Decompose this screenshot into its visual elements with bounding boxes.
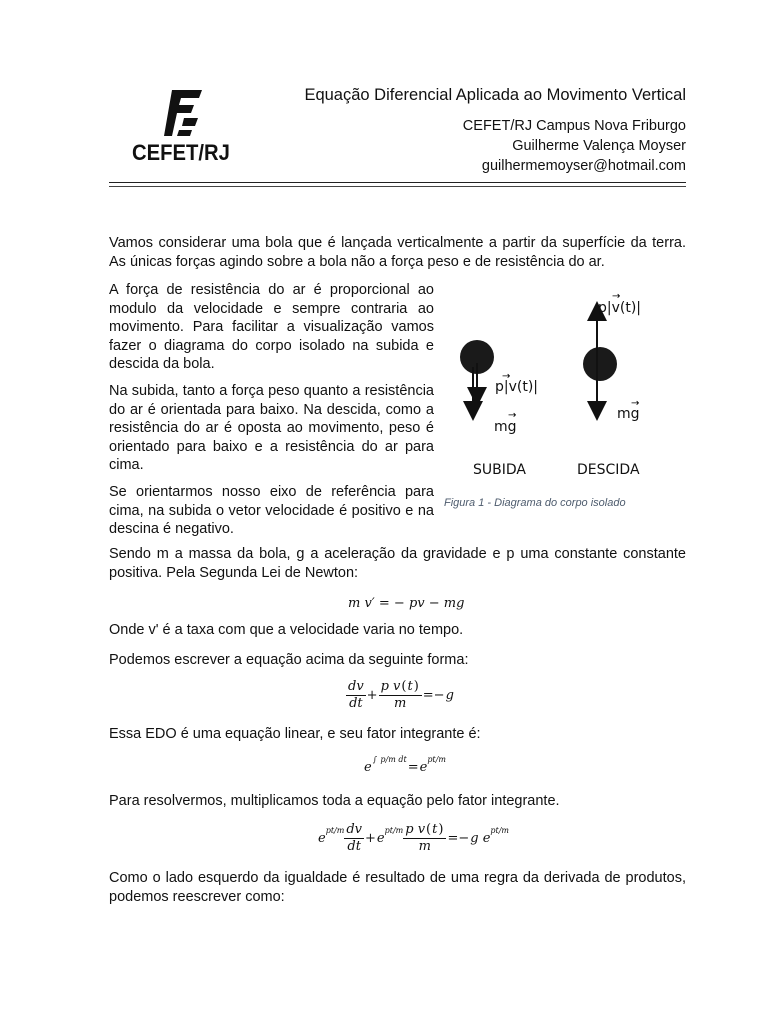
svg-text:→: → [502,371,511,382]
equation-3: $e^{\int p/m dt}=e^{pt/m}$ [364,755,446,775]
cefet-logo-mark-icon [164,88,204,138]
paragraph-2: A força de resistência do ar é proporcional ao modulo da velocidade e sempre contraria ao movimento. Para facilitar a visualização vamos fazer o diagrama do corpo isolado na subida e descida da bola. [109,282,434,372]
label-subida-air: p|v(t)| [495,379,539,395]
free-body-diagram [450,285,685,485]
email-line: guilhermemoyser@hotmail.com [481,158,686,174]
paragraph-7: Podemos escrever a equação acima da seguinte forma: [109,652,469,668]
paragraph-5: Sendo m a massa da bola, g a aceleração da gravidade e p uma constante constante positiva. Pela Segunda Lei de Newton: [109,546,686,581]
svg-text:→: → [631,398,640,409]
paragraph-6: Onde v' é a taxa com que a velocidade varia no tempo. [109,622,464,638]
logo-text: CEFET/RJ [132,140,230,165]
header-rule-thin [109,186,686,187]
paragraph-9: Para resolvermos, multiplicamos toda a equação pelo fator integrante. [109,793,560,809]
header-rule [109,182,686,183]
label-descida-air: p|v(t)| [598,300,642,316]
institution-line: CEFET/RJ Campus Nova Friburgo [462,118,686,134]
author-line: Guilherme Valença Moyser [512,138,686,154]
label-descida: DESCIDA [577,462,640,478]
paragraph-4: Se orientarmos nosso eixo de referência para cima, na subida o vetor velocidade é positivo e na descina é negativo. [109,484,434,537]
label-descida-weight: mg [617,406,640,422]
paragraph-1: Vamos considerar uma bola que é lançada verticalmente a partir da superfície da terra. As únicas forças agindo sobre a bola não a força peso e de resistência do ar. [109,235,686,270]
label-subida: SUBIDA [473,462,526,478]
paragraph-3: Na subida, tanto a força peso quanto a resistência do ar é orientada para baixo. Na descida, como a resistência do ar é oposta ao movimento, peso é orientado para baixo e a resistência do ar para cima. [109,383,434,473]
author-block [463,116,686,176]
equation-2: $\frac{dv}{dt}$ + $\frac{\text{p v(t)}}{m}$ =−g [348,679,454,711]
figure-caption: Figura 1 - Diagrama do corpo isolado [444,497,626,509]
equation-4: $e^{pt/m}$ $\frac{dv}{dt}$ $+e^{pt/m}$ $\frac{\text{p v(t)}}{m}$ =−g $e^{pt/m}$ [318,822,510,854]
ball-descida [583,347,617,381]
svg-text:→: → [508,410,517,421]
svg-text:→: → [612,291,621,302]
cefet-logo [128,88,246,170]
paragraph-10: Como o lado esquerdo da igualdade é resultado de uma regra da derivada de produtos, podemos reescrever como: [109,870,686,905]
label-subida-weight: mg [494,419,517,435]
document-title: Equação Diferencial Aplicada ao Movimento Vertical [304,86,686,104]
paragraph-8: Essa EDO é uma equação linear, e seu fator integrante é: [109,726,481,742]
equation-1: m v′ = − pv − mg [348,596,465,611]
